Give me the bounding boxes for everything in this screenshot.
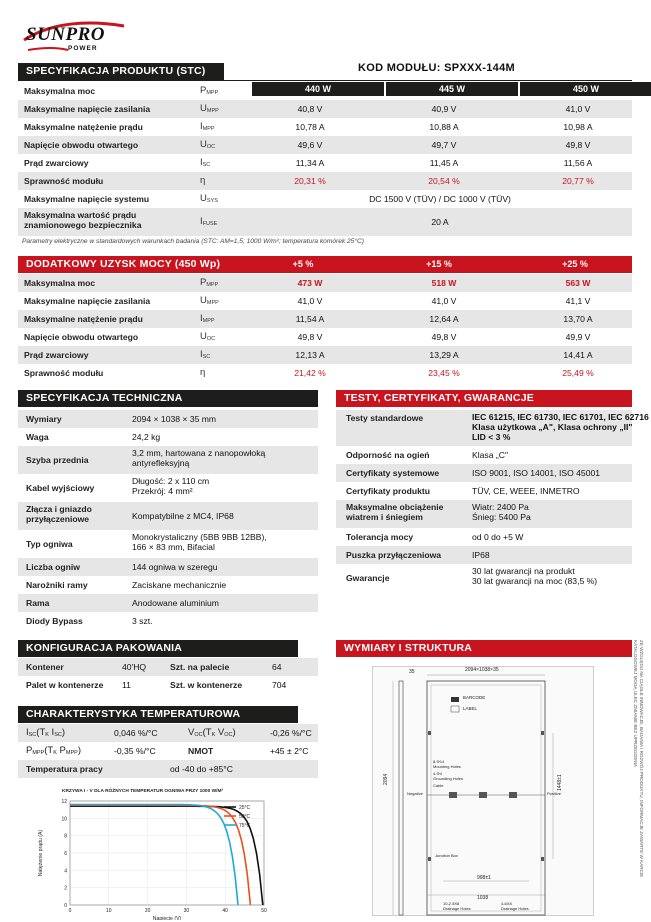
extra-row-value: 41,0 V xyxy=(431,296,457,306)
stc-row-value: 49,8 V xyxy=(565,140,591,150)
label-barcode: BARCODE xyxy=(463,695,486,700)
stc-row xyxy=(18,154,632,172)
tech-row-value xyxy=(132,530,267,558)
stc-row-value: 11,56 A xyxy=(563,158,593,168)
tech-row-value-1: Monokrystaliczny (5BB 9BB 12BB), xyxy=(132,532,267,542)
chart-xtick-label: 20 xyxy=(144,908,151,914)
extra-row-symbol: $U_{MPP}$ xyxy=(200,295,219,306)
stc-row-value: 49,7 V xyxy=(431,140,457,150)
pack-row xyxy=(18,676,318,694)
stc-row-value: 11,34 A xyxy=(295,158,325,168)
stc-row-label: Napięcie obwodu otwartego xyxy=(24,140,139,150)
tech-row-value: 24,2 kg xyxy=(132,432,161,442)
label-ground: 4-Φ4 xyxy=(433,771,442,776)
tests-row xyxy=(336,464,632,482)
tests-row-value: ISO 9001, ISO 14001, ISO 45001 xyxy=(472,468,601,478)
stc-row xyxy=(18,118,632,136)
dim-998: 998±1 xyxy=(477,875,491,881)
tech-row-label: Wymiary xyxy=(26,414,62,424)
extra-row xyxy=(18,274,632,292)
extra-row-label: Maksymalne natężenie prądu xyxy=(24,314,143,324)
pack-value: 40'HQ xyxy=(122,662,147,672)
stc-row-value: 11,45 A xyxy=(429,158,459,168)
tech-row-value: Kompatybilne z MC4, IP68 xyxy=(132,511,234,521)
tests-row-label: Odporność na ogień xyxy=(346,450,430,460)
voc-coef-label: $V_{OC}(T_K$ $V_{OC}$) xyxy=(188,727,236,738)
stc-row-label: Maksymalne napięcie zasilania xyxy=(24,104,151,114)
extra-col-header: +15 % xyxy=(426,259,452,269)
tech-row-value: 3 szt. xyxy=(132,616,153,626)
extra-row-label: Maksymalne napięcie zasilania xyxy=(24,296,151,306)
pack-value: 704 xyxy=(272,680,287,690)
tests-row xyxy=(336,528,632,546)
label-drain-2b: Drainage Holes xyxy=(501,906,529,911)
extra-row-value: 49,8 V xyxy=(297,332,323,342)
isc-coef-value: 0,046 %/°C xyxy=(114,728,158,738)
tech-row xyxy=(18,410,318,428)
tests-row-value: IP68 xyxy=(472,550,490,560)
chart-xtick-label: 50 xyxy=(261,908,267,914)
chart-ytick-label: 6 xyxy=(64,851,67,857)
label-mount: 8-Φ14 xyxy=(433,759,445,764)
label-positive: Positive xyxy=(547,791,562,796)
extra-row-value: 11,54 A xyxy=(295,314,325,324)
stc-row-label-1: Maksymalna wartość prądu xyxy=(24,210,137,220)
tests-row-label: Puszka przyłączeniowa xyxy=(346,550,442,560)
tests-row-value-line: Śnieg: 5400 Pa xyxy=(472,512,531,522)
stc-col-header: 440 W xyxy=(252,82,384,96)
extra-row-value: 21,42 % xyxy=(294,368,326,378)
tests-row xyxy=(336,564,632,592)
tests-row xyxy=(336,482,632,500)
tests-row-label: Gwarancje xyxy=(346,573,390,583)
side-note: ZE WZGLĘDU NA CIĄGŁE INNOWACJE, BADANIA I ROZWÓJ PRODUKTU, INFORMACJE ZAWARTE W KARCIE KATALOGOWEJ MOGĄ ULEC ZMIANIE BEZ UPRZEDZENIA xyxy=(633,640,644,878)
tests-row-value: Klasa „C" xyxy=(472,450,509,460)
tech-row xyxy=(18,474,318,502)
tests-row xyxy=(336,500,632,528)
dim-holes: 1448±1 xyxy=(557,774,563,791)
tests-row-label: Certyfikaty produktu xyxy=(346,486,431,496)
stc-row-symbol: $U_{OC}$ xyxy=(200,139,216,150)
extra-row-value: 563 W xyxy=(565,278,591,288)
extra-row xyxy=(18,292,632,310)
dim-length: 2094 xyxy=(383,773,389,785)
extra-row-symbol: $P_{MPP}$ xyxy=(200,277,219,288)
label-mount-holes: Mounting Holes xyxy=(433,764,461,769)
stc-row xyxy=(18,100,632,118)
nmot-label: NMOT xyxy=(188,746,214,756)
label-ground-holes: Grounding Holes xyxy=(433,776,464,781)
pmpp-coef-value: -0,35 %/°C xyxy=(114,746,156,756)
stc-row-value: DC 1500 V (TÜV) / DC 1000 V (TÜV) xyxy=(369,194,511,204)
tests-row-label: Certyfikaty systemowe xyxy=(346,468,440,478)
stc-row xyxy=(18,208,632,236)
tests-row xyxy=(336,546,632,564)
temp-row-3 xyxy=(18,760,318,778)
stc-row-value: 20,31 % xyxy=(294,176,326,186)
extra-row-value: 13,29 A xyxy=(429,350,459,360)
model-code: KOD MODUŁU: SPXXX-144M xyxy=(358,62,515,74)
stc-col-header: 450 W xyxy=(520,82,651,96)
label-label: LABEL xyxy=(463,706,478,711)
chart-title: KRZYWA I - V DLA RÓŻNYCH TEMPERATUR OGNIWA PRZY 1000 W/M² xyxy=(62,789,224,794)
extra-col-header: +25 % xyxy=(562,259,588,269)
tests-row-value-line: Wiatr: 2400 Pa xyxy=(472,502,529,512)
dim-1038: 1038 xyxy=(477,895,489,901)
stc-row-value: 41,0 V xyxy=(565,104,591,114)
stc-row-label xyxy=(24,208,141,236)
nmot-value: +45 ± 2°C xyxy=(270,746,309,756)
stc-row-value: 10,88 A xyxy=(429,122,459,132)
chart-ytick-label: 8 xyxy=(64,833,67,840)
tech-row-label: Typ ogniwa xyxy=(26,539,73,549)
tests-row-value xyxy=(472,410,649,446)
pack-value: 64 xyxy=(272,662,282,672)
tests-row-value-line: LID < 3 % xyxy=(472,432,511,442)
chart-xtick-label: 0 xyxy=(68,908,72,914)
tech-row-label: Waga xyxy=(26,432,49,442)
stc-row xyxy=(18,82,250,100)
stc-row-value: 10,78 A xyxy=(295,122,325,132)
extra-row-label: Sprawność modułu xyxy=(24,368,104,378)
extra-row-value: 518 W xyxy=(431,278,457,288)
stc-row-value: 20,77 % xyxy=(562,176,594,186)
extra-row-value: 14,41 A xyxy=(563,350,593,360)
extra-row xyxy=(18,346,632,364)
tech-row-value xyxy=(132,446,265,474)
tech-row xyxy=(18,612,318,630)
stc-divider xyxy=(18,80,632,81)
tests-row xyxy=(336,446,632,464)
tests-row-value-line: Klasa użytkowa „A", Klasa ochrony „II" xyxy=(472,422,633,432)
stc-row-label-2: znamionowego bezpiecznika xyxy=(24,220,142,230)
tests-row-value xyxy=(472,500,531,528)
pack-value: 11 xyxy=(122,680,131,690)
extra-row-label: Prąd zwarciowy xyxy=(24,350,89,360)
tech-row xyxy=(18,594,318,612)
label-drain-1b: Drainage Holes xyxy=(443,906,471,911)
tech-row-value xyxy=(132,474,209,502)
work-temp-value: od -40 do +85°C xyxy=(170,764,233,774)
brand-name: SUNPRO xyxy=(26,24,106,45)
label-drain-2: 4-6X8 xyxy=(501,901,512,906)
pack-label: Palet w kontenerze xyxy=(26,680,104,690)
chart-ytick-label: 2 xyxy=(64,885,67,892)
pack-title: KONFIGURACJA PAKOWANIA xyxy=(18,640,298,657)
voc-coef-value: -0,26 %/°C xyxy=(270,728,312,738)
tech-row-label-2: przyłączeniowe xyxy=(26,514,90,524)
tech-row xyxy=(18,502,318,530)
tech-row-label-1: Złącza i gniazdo xyxy=(26,504,92,514)
extra-row-value: 12,13 A xyxy=(295,350,325,360)
tech-row xyxy=(18,576,318,594)
pack-label: Szt. w kontenerze xyxy=(170,680,243,690)
extra-row xyxy=(18,310,632,328)
label-negative: Negative xyxy=(407,791,423,796)
pack-row xyxy=(18,658,318,676)
stc-row-symbol: $P_{MPP}$ xyxy=(200,85,219,96)
drawing-title: WYMIARY I STRUKTURA xyxy=(336,640,632,657)
pack-label: Szt. na palecie xyxy=(170,662,230,672)
temp-row-1 xyxy=(18,724,318,742)
stc-row-label: Prąd zwarciowy xyxy=(24,158,89,168)
tests-row-label-1: Maksymalne obciążenie xyxy=(346,502,444,512)
brand-sub: POWER xyxy=(68,45,98,52)
tech-row-value: Zaciskane mechanicznie xyxy=(132,580,227,590)
chart-ytick-label: 4 xyxy=(64,868,67,875)
extra-row xyxy=(18,364,632,382)
chart-ytick-label: 0 xyxy=(64,903,67,909)
tech-row-value: 144 ogniwa w szeregu xyxy=(132,562,218,572)
label-drain-1: 10-2.5X8 xyxy=(443,901,460,906)
extra-row-value: 12,64 A xyxy=(429,314,459,324)
tests-row-label: Tolerancja mocy xyxy=(346,532,414,542)
dim-overall: 2094×1038×35 xyxy=(465,667,499,673)
chart-ytick-label: 12 xyxy=(61,799,67,805)
tech-row-value: 2094 × 1038 × 35 mm xyxy=(132,414,217,424)
extra-row-value: 49,8 V xyxy=(431,332,457,342)
extra-row-symbol: η xyxy=(200,367,206,378)
stc-row xyxy=(18,172,632,190)
tests-row-value: od 0 do +5 W xyxy=(472,532,524,542)
work-temp-label: Temperatura pracy xyxy=(26,764,103,774)
iv-chart xyxy=(30,795,270,920)
stc-row-symbol: $U_{MPP}$ xyxy=(200,103,219,114)
tests-row-label-2: wiatrem i śniegiem xyxy=(346,512,423,522)
stc-row-value: 40,8 V xyxy=(297,104,323,114)
stc-row-label: Maksymalne napięcie systemu xyxy=(24,194,150,204)
extra-row-value: 473 W xyxy=(297,278,323,288)
tech-row-label: Liczba ogniw xyxy=(26,562,80,572)
stc-row-value: 20 A xyxy=(431,217,449,227)
pack-label: Kontener xyxy=(26,662,64,672)
tests-row xyxy=(336,410,649,446)
stc-note: Parametry elektryczne w standardowych warunkach badania (STC: AM=1,5; 1000 W/m²; temperatura komórek 25°C) xyxy=(22,238,364,245)
extra-row-value: 25,49 % xyxy=(562,368,594,378)
tech-row-value-1: Długość: 2 x 110 cm xyxy=(132,476,210,486)
stc-row-value: 20,54 % xyxy=(428,176,460,186)
tech-row-label: Diody Bypass xyxy=(26,616,83,626)
stc-row-symbol: $I_{FUSE}$ xyxy=(200,216,218,227)
chart-ylabel: Natężenie prądu (A) xyxy=(38,829,44,877)
isc-coef-label: $I_{SC}(T_K$ $I_{SC}$) xyxy=(26,727,66,738)
extra-row-value: 41,1 V xyxy=(565,296,591,306)
extra-row-value: 13,70 A xyxy=(563,314,593,324)
tech-row xyxy=(18,558,318,576)
label-cable: Cable xyxy=(433,783,444,788)
tests-title: TESTY, CERTYFIKATY, GWARANCJE xyxy=(336,390,632,407)
tech-row-label: Kabel wyjściowy xyxy=(26,483,95,493)
extra-row-label: Napięcie obwodu otwartego xyxy=(24,332,139,342)
stc-row xyxy=(18,136,632,154)
dim-35: 35 xyxy=(409,669,415,675)
tech-row-value-2: 166 × 83 mm, Bifacial xyxy=(132,542,215,552)
extra-row-value: 49,9 V xyxy=(565,332,591,342)
stc-row-symbol: $I_{MPP}$ xyxy=(200,121,215,132)
extra-row xyxy=(18,328,632,346)
extra-row-symbol: $I_{SC}$ xyxy=(200,349,211,360)
tech-title: SPECYFIKACJA TECHNICZNA xyxy=(18,390,318,407)
label-jbox: Junction Box xyxy=(435,853,458,858)
stc-row xyxy=(18,190,632,208)
chart-legend-label: 50°C xyxy=(239,814,251,820)
stc-row-value: 49,6 V xyxy=(297,140,323,150)
drawing-box xyxy=(372,666,594,916)
extra-row-label: Maksymalna moc xyxy=(24,278,96,288)
tests-row-label: Testy standardowe xyxy=(346,413,424,423)
stc-row-label: Maksymalna moc xyxy=(24,86,96,96)
temp-row-2 xyxy=(18,742,318,760)
tech-row-label: Szyba przednia xyxy=(26,455,89,465)
tests-row-value-line: 30 lat gwarancji na produkt xyxy=(472,566,575,576)
stc-row-value: 10,98 A xyxy=(563,122,593,132)
tech-row-value: Anodowane aluminium xyxy=(132,598,219,608)
pmpp-coef-label: $P_{MPP}(T_K$ $P_{MPP}$) xyxy=(26,745,81,756)
tech-row-value-2: antyrefleksyjną xyxy=(132,458,190,468)
brand-logo xyxy=(22,20,132,56)
tech-row xyxy=(18,530,318,558)
tech-row xyxy=(18,428,318,446)
chart-xtick-label: 40 xyxy=(222,908,228,914)
stc-row-label: Sprawność modułu xyxy=(24,176,104,186)
tech-row-value-1: 3,2 mm, hartowana z nanopowłoką xyxy=(132,448,266,458)
chart-ytick-label: 10 xyxy=(61,816,67,823)
stc-row-symbol: η xyxy=(200,175,206,186)
chart-xtick-label: 30 xyxy=(183,908,190,914)
tech-row-label: Narożniki ramy xyxy=(26,580,88,590)
stc-row-symbol: $I_{SC}$ xyxy=(200,157,211,168)
tech-row-label: Rama xyxy=(26,598,50,608)
stc-col-header: 445 W xyxy=(386,82,518,96)
extra-row-value: 23,45 % xyxy=(428,368,460,378)
stc-title: SPECYFIKACJA PRODUKTU (STC) xyxy=(18,63,224,80)
tests-row-label xyxy=(346,500,443,528)
extra-col-header: +5 % xyxy=(292,259,314,269)
tech-row-label xyxy=(26,502,92,530)
stc-row-symbol: $U_{SYS}$ xyxy=(200,193,218,204)
extra-row-symbol: $U_{OC}$ xyxy=(200,331,216,342)
tests-row-value xyxy=(472,564,597,592)
chart-xlabel: Napięcie (V) xyxy=(152,916,182,920)
chart-xtick-label: 10 xyxy=(106,908,112,914)
tests-row-value-line: IEC 61215, IEC 61730, IEC 61701, IEC 62716 xyxy=(472,412,649,422)
temp-title: CHARAKTERYSTYKA TEMPERATUROWA xyxy=(18,706,298,723)
extra-title: DODATKOWY UZYSK MOCY (450 Wp) xyxy=(26,258,221,270)
tech-row xyxy=(18,446,318,474)
tests-row-value-line: 30 lat gwarancji na moc (83,5 %) xyxy=(472,576,598,586)
chart-legend-label: 25°C xyxy=(239,805,251,811)
chart-legend-label: 75°C xyxy=(239,823,251,829)
extra-row-value: 41,0 V xyxy=(297,296,323,306)
tests-row-value: TÜV, CE, WEEE, INMETRO xyxy=(472,486,580,496)
stc-row-label: Maksymalne natężenie prądu xyxy=(24,122,143,132)
tech-row-value-2: Przekrój: 4 mm² xyxy=(132,486,193,496)
stc-row-value: 40,9 V xyxy=(431,104,457,114)
extra-row-symbol: $I_{MPP}$ xyxy=(200,313,215,324)
